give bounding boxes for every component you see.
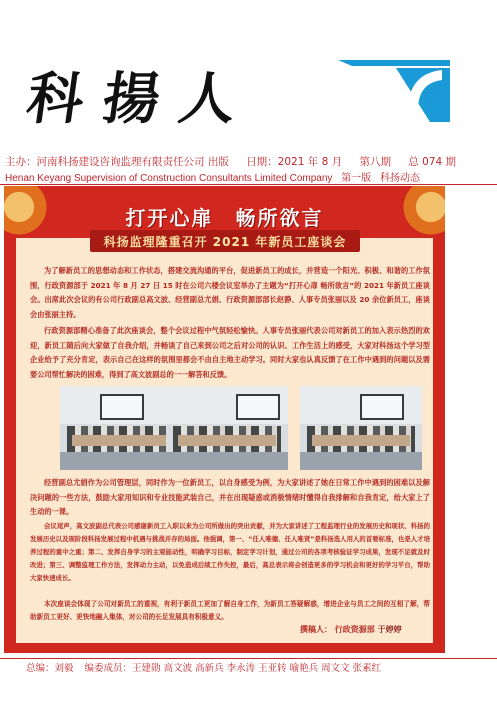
author-signature (300, 624, 402, 635)
issue-date: 日期：2021 年 8 月 (246, 156, 343, 168)
signature-name: 于婷婷 (377, 625, 402, 634)
meeting-photo-3 (300, 386, 422, 470)
chief-editor: 总编：刘毅 (26, 663, 74, 674)
masthead-title: 科揚人 (22, 66, 261, 132)
header-divider (0, 184, 497, 185)
total-issue-number: 总 074 期 (408, 156, 457, 168)
sponsor-text: 主办：河南科扬建设咨询监理有限责任公司 出版 (5, 156, 229, 168)
paragraph-1: 为了解新员工的思想动态和工作状态，搭建交流沟通的平台，促进新员工的成长，并营造一个阳光、积极、和谐的工作氛围，行政资源部于 2021 年 8 月 27 日 15 时在公司六楼会议室举办了主题为“打开心扉 畅所欲言”的 2021 年新员工座谈会。出席此次会议的有公司行政副总高文波、经营副总尤娟、行政资源部部长赵静、人事专员张丽以及 20 余位新员工，座谈会由张丽主持。 (30, 266, 430, 319)
paragraph-5: 本次座谈会体现了公司对新员工的重视，有利于新员工更加了解自身工作，为新员工答疑解惑，增进企业与员工之间的互相了解，帮助新员工更好、更快地融入集体，对公司的长足发展具有积极意义。 (30, 600, 430, 621)
footer (26, 660, 496, 674)
company-english-name: Henan Keyang Supervision of Construction Consultants Limited Company (5, 173, 333, 184)
article-subtitle: 科扬监理隆重召开 2021 年新员工座谈会 (103, 235, 347, 249)
meeting-photo-2 (166, 386, 288, 470)
company-line (5, 169, 495, 184)
masthead (0, 0, 497, 150)
edition-label: 第一版 (341, 173, 372, 184)
signature-label: 撰稿人： (300, 625, 332, 634)
issue-number: 第八期 (359, 156, 391, 168)
signature-department: 行政资源部 (334, 625, 375, 634)
editorial-committee: 编委成员：王建勋 高文波 高新兵 李永涛 王亚转 喻艳兵 周文文 张素红 (84, 663, 382, 674)
paragraph-3: 经营副总尤娟作为公司管理层，同时作为一位新员工，以自身感受为例，为大家讲述了她在日常工作中遇到的困难以及解决问题的一些方法，鼓励大家用知识和专业技能武装自己，并在出现疑惑或消极情绪时懂得自我排解和自我肯定，给大家上了生动的一课。 (30, 478, 430, 516)
article-title: 打开心扉 畅所欲言 (125, 206, 324, 230)
keyang-logo-icon (338, 58, 450, 138)
footer-divider (0, 658, 497, 659)
meeting-photo-1 (60, 386, 182, 470)
issue-info-line (5, 154, 495, 169)
section-label: 科扬动态 (379, 173, 420, 184)
paragraph-4: 会议尾声，高文波副总代表公司感谢新员工入职以来为公司所做出的突出贡献，并为大家讲述了工程监理行业的发展历史和现状、科扬的发展历史以及现阶段科扬发展过程中机遇与挑战并存的局面。他强调，第一、“任人唯德、任人唯贤”是科扬选人用人的首要标准，也是人才培养过程的重中之重；第二、发挥自身学习的主观能动性，明确学习目标，制定学习计划，通过公司的各项考核验证学习成果，发现不足就及时改进；第三、调整监理工作方法，发挥动力主动，以免造成后续工作失控，最后，高总表示将会创造更多的学习机会和更好的学习平台，帮助大家快速成长。 (30, 522, 430, 582)
paragraph-2: 行政资源部精心准备了此次座谈会，整个会议过程中气氛轻松愉快。人事专员张丽代表公司对新员工的加入表示热烈的欢迎，新员工随后向大家做了自我介绍，并畅谈了自己来到公司之后对公司的认识、工作生活上的感受，大家对科扬这个学习型企业给予了充分肯定，表示自己在这样的氛围里都会不由自主地主动学习。同时大家也认真反馈了在工作中遇到的问题以及需要公司帮忙解决的困难，得到了高文波副总的一一解答和反馈。 (30, 326, 430, 379)
article-poster (4, 186, 445, 653)
